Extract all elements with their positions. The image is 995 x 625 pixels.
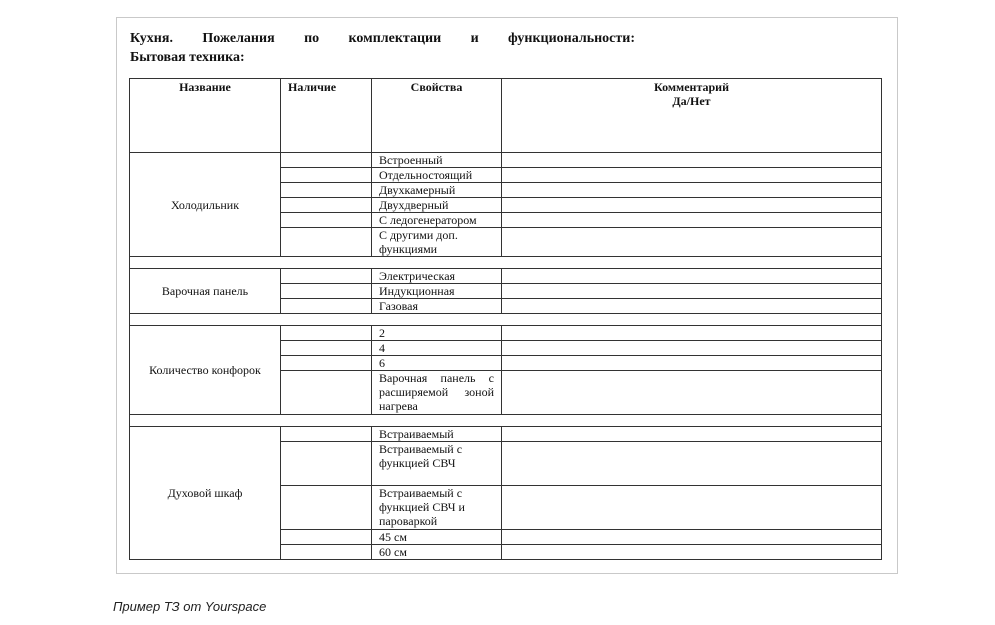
property-cell: Электрическая	[372, 269, 502, 284]
header-name: Название	[130, 79, 281, 153]
property-cell: Встроенный	[372, 153, 502, 168]
document-title	[130, 29, 635, 67]
availability-cell[interactable]	[281, 284, 372, 299]
comment-cell[interactable]	[502, 299, 882, 314]
comment-cell[interactable]	[502, 168, 882, 183]
header-comment-yes-no: Да/Нет	[672, 94, 711, 108]
comment-cell[interactable]	[502, 371, 882, 415]
property-cell: С ледогенератором	[372, 213, 502, 228]
table-row	[130, 427, 882, 442]
table-row	[130, 326, 882, 341]
property-cell: 45 см	[372, 530, 502, 545]
spacer-cell	[130, 257, 882, 269]
item-name: Духовой шкаф	[130, 427, 281, 560]
comment-cell[interactable]	[502, 183, 882, 198]
comment-cell[interactable]	[502, 427, 882, 442]
property-cell: Встраиваемый с функцией СВЧ и пароваркой	[372, 486, 502, 530]
image-caption: Пример ТЗ от Yourspace	[113, 599, 267, 614]
document-page	[116, 17, 898, 574]
header-availability: Наличие	[281, 79, 372, 153]
requirements-table	[129, 78, 882, 560]
spacer-row	[130, 257, 882, 269]
availability-cell[interactable]	[281, 183, 372, 198]
header-comment	[502, 79, 882, 153]
comment-cell[interactable]	[502, 545, 882, 560]
title-word: функциональности:	[508, 31, 635, 46]
availability-cell[interactable]	[281, 530, 372, 545]
property-cell: Газовая	[372, 299, 502, 314]
title-word: Кухня.	[130, 31, 173, 46]
spacer-row	[130, 415, 882, 427]
item-name: Холодильник	[130, 153, 281, 257]
property-cell: С другими доп. функциями	[372, 228, 502, 257]
availability-cell[interactable]	[281, 168, 372, 183]
comment-cell[interactable]	[502, 269, 882, 284]
availability-cell[interactable]	[281, 299, 372, 314]
title-word: и	[470, 31, 479, 46]
property-cell: Двухдверный	[372, 198, 502, 213]
availability-cell[interactable]	[281, 198, 372, 213]
availability-cell[interactable]	[281, 326, 372, 341]
table-row	[130, 153, 882, 168]
table-row	[130, 269, 882, 284]
property-cell: Отдельностоящий	[372, 168, 502, 183]
title-line	[130, 29, 635, 48]
property-cell: Встраиваемый с функцией СВЧ	[372, 442, 502, 486]
comment-cell[interactable]	[502, 442, 882, 486]
availability-cell[interactable]	[281, 486, 372, 530]
item-name: Варочная панель	[130, 269, 281, 314]
availability-cell[interactable]	[281, 341, 372, 356]
availability-cell[interactable]	[281, 269, 372, 284]
comment-cell[interactable]	[502, 326, 882, 341]
property-cell: Варочная панель с расширяемой зоной нагрева	[372, 371, 502, 415]
availability-cell[interactable]	[281, 545, 372, 560]
title-word: по	[304, 31, 320, 46]
item-name: Количество конфорок	[130, 326, 281, 415]
property-cell: Двухкамерный	[372, 183, 502, 198]
availability-cell[interactable]	[281, 153, 372, 168]
comment-cell[interactable]	[502, 228, 882, 257]
comment-cell[interactable]	[502, 198, 882, 213]
spacer-cell	[130, 415, 882, 427]
comment-cell[interactable]	[502, 284, 882, 299]
comment-cell[interactable]	[502, 213, 882, 228]
document-subtitle: Бытовая техника:	[130, 50, 245, 65]
header-row	[130, 79, 882, 153]
comment-cell[interactable]	[502, 356, 882, 371]
property-cell: Индукционная	[372, 284, 502, 299]
comment-cell[interactable]	[502, 153, 882, 168]
property-cell: 60 см	[372, 545, 502, 560]
availability-cell[interactable]	[281, 213, 372, 228]
comment-cell[interactable]	[502, 341, 882, 356]
spacer-cell	[130, 314, 882, 326]
property-cell: 6	[372, 356, 502, 371]
spacer-row	[130, 314, 882, 326]
title-word: Пожелания	[202, 31, 275, 46]
comment-cell[interactable]	[502, 530, 882, 545]
availability-cell[interactable]	[281, 442, 372, 486]
header-properties: Свойства	[372, 79, 502, 153]
availability-cell[interactable]	[281, 228, 372, 257]
property-cell: 4	[372, 341, 502, 356]
availability-cell[interactable]	[281, 356, 372, 371]
header-comment-title: Комментарий	[653, 80, 729, 94]
title-word: комплектации	[348, 31, 442, 46]
availability-cell[interactable]	[281, 371, 372, 415]
property-cell: 2	[372, 326, 502, 341]
comment-cell[interactable]	[502, 486, 882, 530]
property-cell: Встраиваемый	[372, 427, 502, 442]
availability-cell[interactable]	[281, 427, 372, 442]
